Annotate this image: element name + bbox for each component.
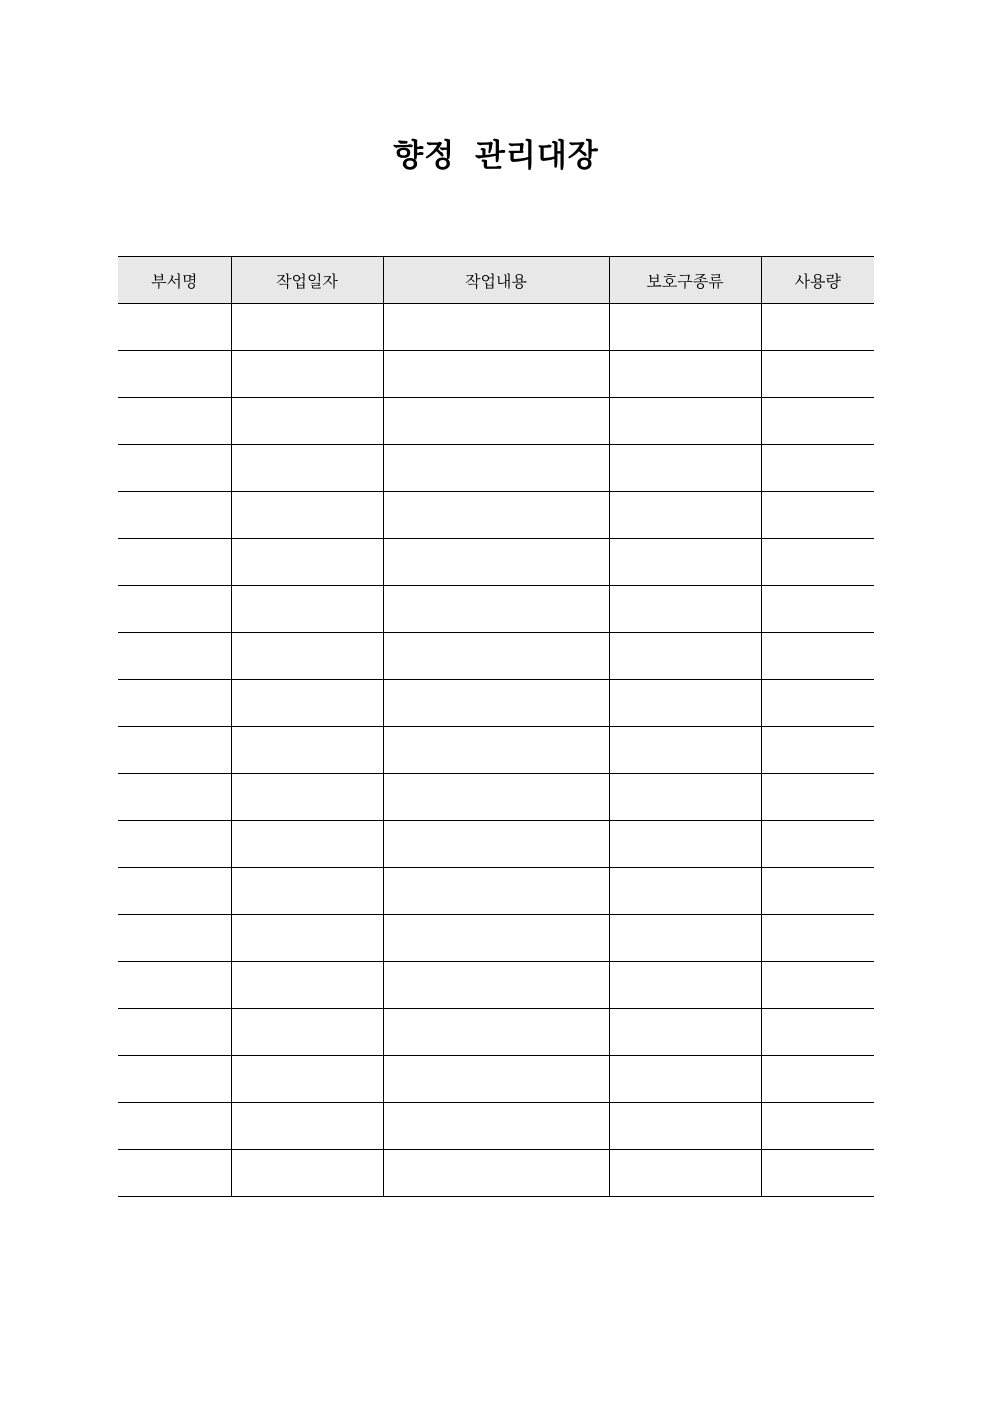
usage-amount-cell[interactable] bbox=[761, 304, 874, 351]
work-date-cell[interactable] bbox=[231, 1103, 383, 1150]
work-description-cell[interactable] bbox=[383, 868, 609, 915]
department-cell[interactable] bbox=[118, 727, 231, 774]
protective-gear-cell[interactable] bbox=[609, 821, 761, 868]
protective-gear-cell[interactable] bbox=[609, 962, 761, 1009]
protective-gear-cell[interactable] bbox=[609, 1009, 761, 1056]
work-description-cell[interactable] bbox=[383, 680, 609, 727]
department-cell[interactable] bbox=[118, 680, 231, 727]
work-description-cell[interactable] bbox=[383, 633, 609, 680]
usage-amount-cell[interactable] bbox=[761, 398, 874, 445]
usage-amount-cell[interactable] bbox=[761, 1056, 874, 1103]
work-description-cell[interactable] bbox=[383, 398, 609, 445]
column-header-department: 부서명 bbox=[118, 257, 231, 304]
work-description-cell[interactable] bbox=[383, 1150, 609, 1197]
table-row bbox=[118, 1103, 874, 1150]
protective-gear-cell[interactable] bbox=[609, 304, 761, 351]
table-row bbox=[118, 680, 874, 727]
table-row bbox=[118, 492, 874, 539]
protective-gear-cell[interactable] bbox=[609, 774, 761, 821]
usage-amount-cell[interactable] bbox=[761, 492, 874, 539]
usage-amount-cell[interactable] bbox=[761, 915, 874, 962]
work-description-cell[interactable] bbox=[383, 1103, 609, 1150]
work-date-cell[interactable] bbox=[231, 398, 383, 445]
protective-gear-cell[interactable] bbox=[609, 539, 761, 586]
work-description-cell[interactable] bbox=[383, 727, 609, 774]
protective-gear-cell[interactable] bbox=[609, 868, 761, 915]
table-row bbox=[118, 1150, 874, 1197]
work-date-cell[interactable] bbox=[231, 304, 383, 351]
work-date-cell[interactable] bbox=[231, 680, 383, 727]
column-header-usage-amount: 사용량 bbox=[761, 257, 874, 304]
work-date-cell[interactable] bbox=[231, 868, 383, 915]
department-cell[interactable] bbox=[118, 821, 231, 868]
department-cell[interactable] bbox=[118, 633, 231, 680]
department-cell[interactable] bbox=[118, 398, 231, 445]
department-cell[interactable] bbox=[118, 774, 231, 821]
protective-gear-cell[interactable] bbox=[609, 445, 761, 492]
work-date-cell[interactable] bbox=[231, 586, 383, 633]
work-description-cell[interactable] bbox=[383, 304, 609, 351]
department-cell[interactable] bbox=[118, 492, 231, 539]
work-date-cell[interactable] bbox=[231, 727, 383, 774]
table-row bbox=[118, 915, 874, 962]
protective-gear-cell[interactable] bbox=[609, 1150, 761, 1197]
page-title: 향정 관리대장 bbox=[393, 138, 599, 174]
work-date-cell[interactable] bbox=[231, 821, 383, 868]
usage-amount-cell[interactable] bbox=[761, 586, 874, 633]
usage-amount-cell[interactable] bbox=[761, 633, 874, 680]
department-cell[interactable] bbox=[118, 1009, 231, 1056]
work-description-cell[interactable] bbox=[383, 1056, 609, 1103]
department-cell[interactable] bbox=[118, 351, 231, 398]
table-row bbox=[118, 586, 874, 633]
usage-amount-cell[interactable] bbox=[761, 1009, 874, 1056]
header-row bbox=[118, 257, 874, 304]
work-date-cell[interactable] bbox=[231, 445, 383, 492]
protective-gear-cell[interactable] bbox=[609, 1103, 761, 1150]
table-row bbox=[118, 539, 874, 586]
department-cell[interactable] bbox=[118, 539, 231, 586]
table-row bbox=[118, 445, 874, 492]
work-date-cell[interactable] bbox=[231, 1150, 383, 1197]
work-date-cell[interactable] bbox=[231, 1009, 383, 1056]
department-cell[interactable] bbox=[118, 962, 231, 1009]
work-date-cell[interactable] bbox=[231, 539, 383, 586]
work-description-cell[interactable] bbox=[383, 492, 609, 539]
table-row bbox=[118, 398, 874, 445]
table-row bbox=[118, 727, 874, 774]
protective-gear-cell[interactable] bbox=[609, 586, 761, 633]
work-description-cell[interactable] bbox=[383, 1009, 609, 1056]
department-cell[interactable] bbox=[118, 1103, 231, 1150]
usage-amount-cell[interactable] bbox=[761, 774, 874, 821]
usage-amount-cell[interactable] bbox=[761, 445, 874, 492]
work-date-cell[interactable] bbox=[231, 1056, 383, 1103]
work-date-cell[interactable] bbox=[231, 633, 383, 680]
department-cell[interactable] bbox=[118, 868, 231, 915]
usage-amount-cell[interactable] bbox=[761, 1103, 874, 1150]
department-cell[interactable] bbox=[118, 445, 231, 492]
protective-gear-cell[interactable] bbox=[609, 680, 761, 727]
table-row bbox=[118, 1009, 874, 1056]
usage-amount-cell[interactable] bbox=[761, 351, 874, 398]
protective-gear-cell[interactable] bbox=[609, 633, 761, 680]
table-row bbox=[118, 774, 874, 821]
column-header-protective-gear-type: 보호구종류 bbox=[609, 257, 761, 304]
protective-gear-cell[interactable] bbox=[609, 351, 761, 398]
work-date-cell[interactable] bbox=[231, 962, 383, 1009]
work-description-cell[interactable] bbox=[383, 586, 609, 633]
work-description-cell[interactable] bbox=[383, 539, 609, 586]
table-row bbox=[118, 868, 874, 915]
ledger-table bbox=[118, 256, 874, 1197]
department-cell[interactable] bbox=[118, 304, 231, 351]
column-header-work-description: 작업내용 bbox=[383, 257, 609, 304]
usage-amount-cell[interactable] bbox=[761, 727, 874, 774]
table-body bbox=[118, 304, 874, 1197]
work-description-cell[interactable] bbox=[383, 445, 609, 492]
table-row bbox=[118, 633, 874, 680]
protective-gear-cell[interactable] bbox=[609, 1056, 761, 1103]
table-row bbox=[118, 304, 874, 351]
usage-amount-cell[interactable] bbox=[761, 962, 874, 1009]
department-cell[interactable] bbox=[118, 915, 231, 962]
work-date-cell[interactable] bbox=[231, 774, 383, 821]
work-date-cell[interactable] bbox=[231, 351, 383, 398]
usage-amount-cell[interactable] bbox=[761, 868, 874, 915]
table-row bbox=[118, 821, 874, 868]
table-row bbox=[118, 351, 874, 398]
work-description-cell[interactable] bbox=[383, 821, 609, 868]
table-row bbox=[118, 962, 874, 1009]
usage-amount-cell[interactable] bbox=[761, 821, 874, 868]
work-date-cell[interactable] bbox=[231, 492, 383, 539]
protective-gear-cell[interactable] bbox=[609, 727, 761, 774]
work-description-cell[interactable] bbox=[383, 774, 609, 821]
department-cell[interactable] bbox=[118, 586, 231, 633]
work-date-cell[interactable] bbox=[231, 915, 383, 962]
department-cell[interactable] bbox=[118, 1150, 231, 1197]
table-row bbox=[118, 1056, 874, 1103]
column-header-work-date: 작업일자 bbox=[231, 257, 383, 304]
work-description-cell[interactable] bbox=[383, 962, 609, 1009]
work-description-cell[interactable] bbox=[383, 915, 609, 962]
usage-amount-cell[interactable] bbox=[761, 680, 874, 727]
usage-amount-cell[interactable] bbox=[761, 1150, 874, 1197]
protective-gear-cell[interactable] bbox=[609, 915, 761, 962]
usage-amount-cell[interactable] bbox=[761, 539, 874, 586]
protective-gear-cell[interactable] bbox=[609, 492, 761, 539]
work-description-cell[interactable] bbox=[383, 351, 609, 398]
department-cell[interactable] bbox=[118, 1056, 231, 1103]
protective-gear-cell[interactable] bbox=[609, 398, 761, 445]
